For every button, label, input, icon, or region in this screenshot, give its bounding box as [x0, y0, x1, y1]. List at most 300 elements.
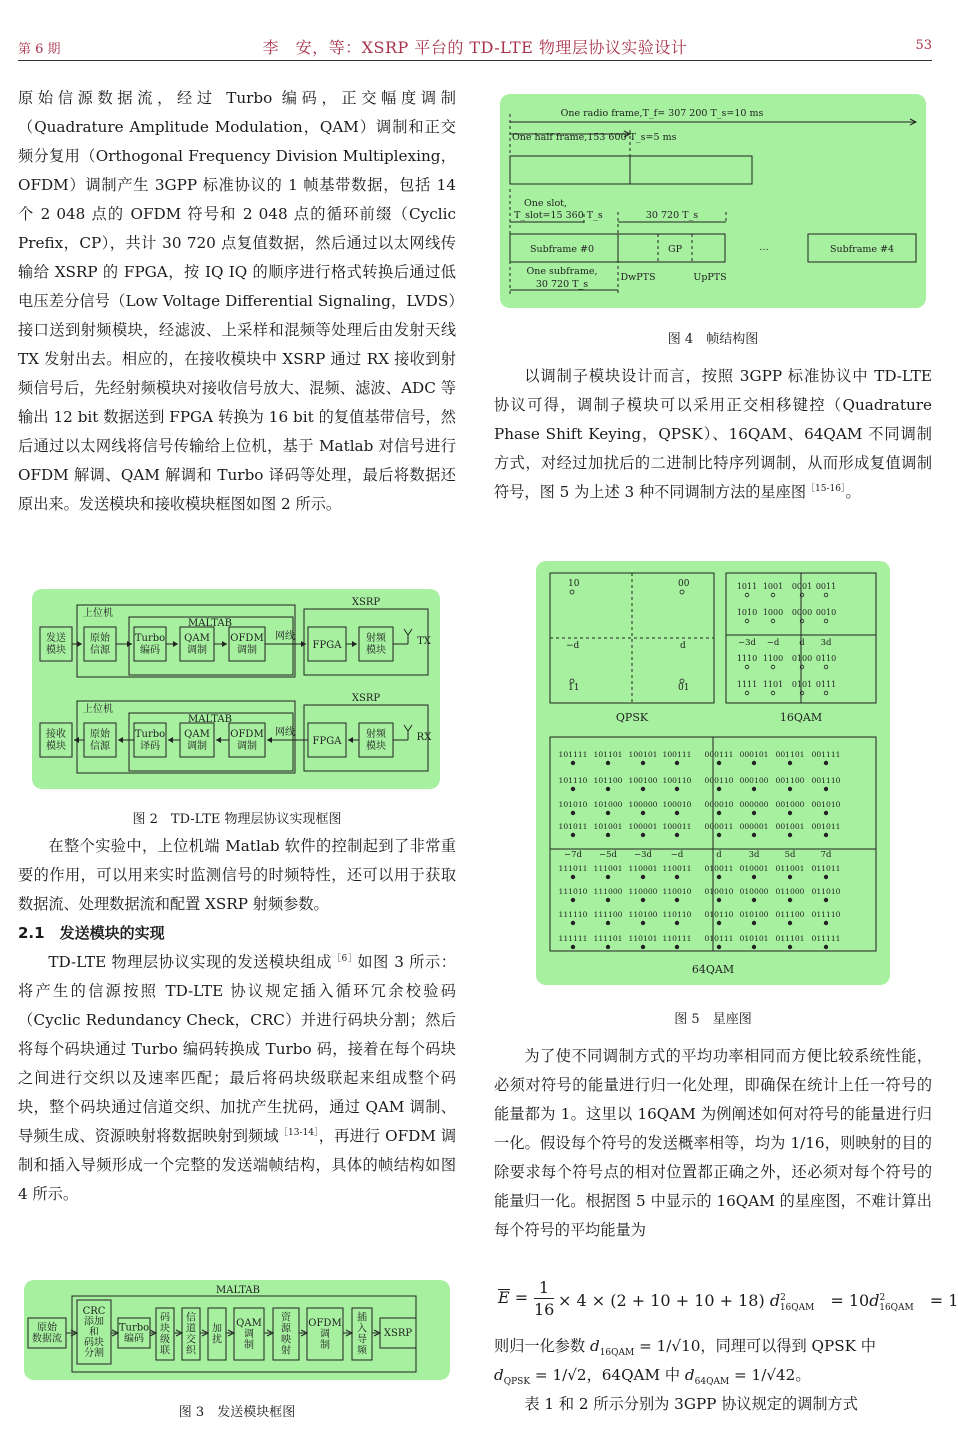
qam64-point-110101 — [641, 945, 645, 949]
tx-block-3-line-0: QAM — [184, 633, 210, 644]
qam16-point-1000 — [771, 619, 775, 623]
qam64-point-101000 — [606, 811, 610, 815]
rx-block-4-line-1: 调制 — [237, 741, 257, 752]
gp-label: GP — [668, 244, 682, 255]
qam64-label-101100: 101100 — [593, 776, 623, 785]
rx-block-1-line-0: 原始 — [90, 729, 110, 740]
qam64-point-110000 — [641, 898, 645, 902]
qam64-point-100100 — [641, 787, 645, 791]
figure-4-caption: 图 4 帧结构图 — [667, 332, 759, 347]
qam64-point-110111 — [675, 945, 679, 949]
qam64-label-110001: 110001 — [628, 864, 658, 873]
figure-2-caption: 图 2 TD-LTE 物理层协议实现框图 — [132, 812, 342, 827]
fig3-block-7-line-2: 映 — [281, 1334, 291, 1346]
tx-block-2-line-1: 编码 — [140, 645, 160, 656]
qpsk-axis-d: d — [680, 641, 686, 651]
qam64-label-000010: 000010 — [704, 800, 734, 809]
eq-fraction — [534, 1278, 554, 1321]
slot-label-1: One slot, — [524, 198, 568, 209]
qam64-point-101100 — [606, 787, 610, 791]
tx-host-label: 上位机 — [83, 608, 113, 619]
qam64-title: 64QAM — [691, 963, 735, 976]
left-column-bottom — [18, 832, 456, 1209]
qam16-label-0000: 0000 — [791, 608, 813, 617]
qam64-point-111101 — [606, 945, 610, 949]
qam64-label-110111: 110111 — [662, 934, 692, 943]
citation-15-16: ［15-16］ — [806, 484, 846, 494]
fig3-block-4-line-2: 交 — [186, 1334, 196, 1346]
qam64-label-001010: 001010 — [811, 800, 841, 809]
qam64-point-001101 — [788, 761, 792, 765]
fig3-block-1-line-4: 分割 — [84, 1348, 104, 1359]
subframe-0-label: Subframe #0 — [529, 244, 595, 255]
qam64-label-010001: 010001 — [739, 864, 769, 873]
qam64-point-000010 — [717, 811, 721, 815]
qam16-label-0011: 0011 — [815, 582, 837, 591]
qam64-point-100101 — [641, 761, 645, 765]
qam64-label-101111: 101111 — [558, 750, 588, 759]
qam64-label-111001: 111001 — [593, 864, 623, 873]
qpsk-point-10 — [570, 590, 574, 594]
qam64-point-000000 — [752, 811, 756, 815]
qam64-label-001000: 001000 — [775, 800, 805, 809]
qam64-point-100110 — [675, 787, 679, 791]
eq-d1-sub: 16QAM — [779, 1303, 815, 1314]
paragraph-normalization: 为了使不同调制方式的平均功率相同而方便比较系统性能，必须对符号的能量进行归一化处理，即确保在统计上任一符号的能量都为 1。这里以 16QAM 为例阐述如何对符号的能量进行归一化。假设每个符号的发送概率相等，均为 1/16，则映射的目的除要求每个符号点的相对位置都正确之外，还必须对每个符号的能量归一化。根据图 5 中显示的 16QAM 的星座图，不难计算出每个符号的平均能量为 — [494, 1047, 932, 1239]
qam64-point-011111 — [824, 945, 828, 949]
fig3-block-7-line-3: 射 — [281, 1345, 291, 1357]
qam64-point-101110 — [571, 787, 575, 791]
qam64-axis-4: d — [716, 850, 722, 860]
fig3-arrow-2 — [150, 1330, 156, 1336]
fig3-block-10-line-0: XSRP — [383, 1328, 413, 1339]
qam16-label-0101: 0101 — [791, 680, 813, 689]
qam64-label-110000: 110000 — [628, 887, 658, 896]
tx-block-2-line-0: Turbo — [134, 633, 166, 644]
qpsk-point-00 — [680, 590, 684, 594]
qam64-point-111111 — [571, 945, 575, 949]
citation-13-14: ［13-14］ — [278, 1128, 319, 1138]
fig3-block-3-line-1: 块 — [160, 1323, 170, 1335]
qam64-point-011000 — [788, 898, 792, 902]
qam64-point-001111 — [824, 761, 828, 765]
eq-ten: = 10 — [830, 1291, 870, 1310]
qam64-point-000101 — [752, 761, 756, 765]
radio-frame-label: One radio frame,T_f= 307 200 T_s=10 ms — [560, 108, 764, 119]
qam64-label-111101: 111101 — [593, 934, 623, 943]
tx-text-b: 如图 3 所示：将产生的信源按照 TD-LTE 协议规定插入循环冗余校验码（Cyclic Redundancy Check，CRC）并进行码块分割；然后将每个码块通过 Turbo 编码转换成 Turbo 码，接着在每个码块之间进行交织以及速率匹配；最后将码块级联起来组成整个码块，整个码块通过信道交织、加扰产生扰码，通过 QAM 调制、导频生成、资源映射将数据映射到频域 — [18, 953, 456, 1145]
qam64-axis-1: −5d — [599, 850, 617, 860]
qam64-point-101001 — [606, 833, 610, 837]
qam16-point-1111 — [745, 691, 749, 695]
qam64-point-011110 — [824, 921, 828, 925]
rx-fpga-label: FPGA — [312, 736, 342, 747]
qam64-label-011001: 011001 — [775, 864, 805, 873]
fig3-block-4-line-1: 道 — [186, 1323, 196, 1335]
qam64-point-001011 — [824, 833, 828, 837]
qam64-point-110010 — [675, 898, 679, 902]
rx-block-0-line-1: 模块 — [46, 741, 66, 752]
fig3-block-9-line-3: 频 — [357, 1345, 367, 1357]
page-number: 53 — [915, 38, 932, 53]
qam64-label-000001: 000001 — [739, 822, 769, 831]
tx-block-0-line-0: 发送 — [46, 633, 66, 644]
qam64-label-101101: 101101 — [593, 750, 623, 759]
paragraph-norm-param-2: $d_{QPSK} = 1/√2$，64QAM 中 $d_{64QAM} = 1/√42$。 — [494, 1366, 811, 1388]
qpsk-label-11: 11 — [568, 683, 580, 693]
tx-rf-block-line-0: 射频 — [366, 633, 386, 644]
qam64-point-000110 — [717, 787, 721, 791]
qam64-label-010101: 010101 — [739, 934, 769, 943]
fig3-arrow-3 — [174, 1330, 182, 1336]
qam64-axis-5: 3d — [748, 850, 760, 860]
qam16-label-1011: 1011 — [736, 582, 758, 591]
qam64-point-101111 — [571, 761, 575, 765]
qam16-label-1010: 1010 — [736, 608, 758, 617]
qam64-label-100011: 100011 — [662, 822, 692, 831]
rx-block-3-line-0: QAM — [184, 729, 210, 740]
qam64-label-101010: 101010 — [558, 800, 588, 809]
paragraph-modulation — [494, 362, 932, 507]
qam64-label-010100: 010100 — [739, 910, 769, 919]
fig3-block-0-line-0: 原始 — [37, 1322, 57, 1334]
qam64-label-001110: 001110 — [811, 776, 841, 785]
qam64-axis-2: −3d — [634, 850, 652, 860]
fig3-block-3-line-3: 联 — [160, 1345, 170, 1357]
qam64-point-010000 — [752, 898, 756, 902]
qam64-point-111011 — [571, 875, 575, 879]
qam64-label-001001: 001001 — [775, 822, 805, 831]
qam64-point-001110 — [824, 787, 828, 791]
qam64-point-101011 — [571, 833, 575, 837]
qam64-point-000001 — [752, 833, 756, 837]
paragraph-table-intro: 表 1 和 2 所示分别为 3GPP 协议规定的调制方式 — [524, 1395, 858, 1413]
qam16-axis-3: 3d — [820, 638, 832, 648]
qam64-point-010111 — [717, 945, 721, 949]
qam64-point-110011 — [675, 875, 679, 879]
rx-block-0-line-0: 接收 — [46, 729, 66, 740]
qam64-axis-7: 7d — [820, 850, 832, 860]
qam64-point-110100 — [641, 921, 645, 925]
qam64-point-111110 — [571, 921, 575, 925]
qam64-label-100100: 100100 — [628, 776, 658, 785]
qam64-point-100111 — [675, 761, 679, 765]
qam64-label-011110: 011110 — [811, 910, 841, 919]
ellipsis-label: … — [759, 242, 769, 253]
qam64-point-000011 — [717, 833, 721, 837]
fig3-block-4-line-0: 信 — [186, 1312, 196, 1324]
qpsk-title: QPSK — [615, 711, 649, 724]
qam64-point-100000 — [641, 811, 645, 815]
tx-fpga-label: FPGA — [312, 640, 342, 651]
qam64-point-110001 — [641, 875, 645, 879]
qam64-label-111011: 111011 — [558, 864, 588, 873]
eq-frac-den: 16 — [534, 1300, 555, 1319]
qam64-label-000011: 000011 — [704, 822, 734, 831]
qam16-point-1110 — [745, 665, 749, 669]
fig3-block-7-line-0: 资 — [281, 1312, 291, 1324]
fig3-block-2-line-0: Turbo — [118, 1322, 150, 1334]
t30720-label: 30 720 T_s — [645, 210, 699, 221]
qam64-label-010011: 010011 — [704, 864, 734, 873]
eq-one: = 1 — [929, 1291, 958, 1310]
rx-matlab-label: MALTAB — [188, 714, 232, 725]
qam64-label-001100: 001100 — [775, 776, 805, 785]
qam64-label-011010: 011010 — [811, 887, 841, 896]
qam16-point-1001 — [771, 593, 775, 597]
qam64-point-111001 — [606, 875, 610, 879]
qam64-label-001011: 001011 — [811, 822, 841, 831]
qam64-point-101010 — [571, 811, 575, 815]
eq-d2: d — [869, 1291, 880, 1310]
qam64-label-010010: 010010 — [704, 887, 734, 896]
eq-e-symbol: E = — [498, 1288, 529, 1307]
qam64-label-010110: 010110 — [704, 910, 734, 919]
qam64-label-000000: 000000 — [739, 800, 769, 809]
qam64-point-011101 — [788, 945, 792, 949]
qam16-point-1100 — [771, 665, 775, 669]
qam64-label-101001: 101001 — [593, 822, 623, 831]
qam16-label-0100: 0100 — [791, 654, 813, 663]
figure-2 — [32, 589, 440, 789]
qam16-point-0110 — [824, 665, 828, 669]
qam64-point-011100 — [788, 921, 792, 925]
paragraph-matlab-control: 在整个实验中，上位机端 Matlab 软件的控制起到了非常重要的作用，可以用来实时监测信号的时频特性，还可以用于获取数据流、处理数据流和配置 XSRP 射频参数。 — [18, 837, 456, 913]
sub-qpsk: QPSK — [503, 1377, 531, 1388]
right-column-top — [494, 362, 932, 507]
tx-block-0-line-1: 模块 — [46, 645, 66, 656]
eq-mid: × 4 × (2 + 10 + 10 + 18) — [558, 1291, 765, 1310]
qam64-point-011010 — [824, 898, 828, 902]
tx-text-c: ，再进行 OFDM 调制和插入导频形成一个完整的发送端帧结构，具体的帧结构如图 4 所示。 — [18, 1127, 457, 1203]
tx-rf-block-line-1: 模块 — [366, 645, 386, 656]
qam64-point-111010 — [571, 898, 575, 902]
qam64-point-101101 — [606, 761, 610, 765]
rx-wire-label: 网线 — [275, 727, 295, 738]
fig3-block-8-line-1: 调 — [320, 1329, 330, 1340]
fig3-block-9-line-0: 插 — [357, 1312, 367, 1324]
qam16-label-1101: 1101 — [762, 680, 784, 689]
qam64-label-110010: 110010 — [662, 887, 692, 896]
one-subframe-label-1: One subframe, — [526, 266, 598, 277]
qam64-label-000110: 000110 — [704, 776, 734, 785]
qam64-label-111010: 111010 — [558, 887, 588, 896]
fig3-block-4-line-3: 织 — [186, 1345, 196, 1357]
qam64-point-100001 — [641, 833, 645, 837]
qam64-label-101011: 101011 — [558, 822, 588, 831]
figure-3 — [24, 1280, 450, 1380]
figure-3-caption: 图 3 发送模块框图 — [178, 1405, 296, 1420]
qam64-point-010001 — [752, 875, 756, 879]
fig3-block-7-line-1: 源 — [281, 1323, 291, 1335]
qam64-label-110101: 110101 — [628, 934, 658, 943]
tx-block-3-line-1: 调制 — [187, 645, 207, 656]
tx-xsrp-label: XSRP — [351, 597, 381, 608]
subframe-4-label: Subframe #4 — [829, 244, 895, 255]
qam64-label-010111: 010111 — [704, 934, 734, 943]
figure-5-caption: 图 5 星座图 — [674, 1012, 752, 1027]
fig3-block-9-line-1: 入 — [357, 1323, 367, 1335]
fig3-block-1-line-1: 添加 — [84, 1316, 104, 1328]
qam64-label-100001: 100001 — [628, 822, 658, 831]
norm-text-c: = 1/√2，64QAM 中 — [534, 1366, 681, 1384]
qam16-label-1000: 1000 — [762, 608, 784, 617]
qam16-label-0010: 0010 — [815, 608, 837, 617]
qam64-label-001111: 001111 — [811, 750, 841, 759]
qpsk-axis-neg-d: −d — [566, 641, 580, 651]
qam64-label-111100: 111100 — [593, 910, 623, 919]
fig3-arrow-4 — [200, 1330, 208, 1336]
qam64-label-100000: 100000 — [628, 800, 658, 809]
qam16-label-1100: 1100 — [762, 654, 784, 663]
qam64-axis-0: −7d — [564, 850, 582, 860]
qam16-label-1001: 1001 — [762, 582, 784, 591]
average-energy-equation — [494, 1278, 958, 1324]
qpsk-label-10: 10 — [568, 579, 580, 589]
figure-2-diagram — [32, 589, 440, 789]
tx-wire-label: 网线 — [275, 631, 295, 642]
qam64-label-101000: 101000 — [593, 800, 623, 809]
fig3-block-8-line-0: OFDM — [308, 1318, 342, 1329]
norm-text-d: = 1/√42。 — [734, 1366, 811, 1384]
qam64-label-100101: 100101 — [628, 750, 658, 759]
qam64-label-000111: 000111 — [704, 750, 734, 759]
qam64-point-011001 — [788, 875, 792, 879]
figure-3-diagram — [24, 1280, 450, 1380]
qam64-label-110100: 110100 — [628, 910, 658, 919]
qam16-label-0110: 0110 — [815, 654, 837, 663]
qam64-point-001100 — [788, 787, 792, 791]
norm-text-a: 则归一化参数 — [494, 1337, 586, 1355]
figure-4 — [500, 94, 926, 308]
fig3-block-1-line-3: 码块 — [84, 1337, 104, 1349]
qam64-label-010000: 010000 — [739, 887, 769, 896]
half-frame-label: One half frame,153 600 T_s=5 ms — [512, 132, 677, 143]
qam16-label-1110: 1110 — [736, 654, 758, 663]
tx-matlab-label: MALTAB — [188, 618, 232, 629]
qam16-label-1111: 1111 — [736, 680, 758, 689]
rx-block-2-line-1: 译码 — [140, 741, 160, 752]
paragraph-norm-param: 则归一化参数 $d_{16QAM} = 1/√10$，同理可以得到 QPSK 中 — [494, 1337, 876, 1359]
qam64-point-111000 — [606, 898, 610, 902]
fig3-block-5-line-0: 加 — [212, 1323, 222, 1335]
qam64-label-001101: 001101 — [775, 750, 805, 759]
fig3-block-8-line-2: 制 — [320, 1340, 330, 1351]
rx-block-3-line-1: 调制 — [187, 741, 207, 752]
qam64-label-101110: 101110 — [558, 776, 588, 785]
rx-block-1-line-1: 信源 — [90, 741, 110, 752]
dwpts-label: DwPTS — [620, 272, 656, 283]
modulation-text-end: 。 — [845, 483, 861, 501]
qam64-point-110110 — [675, 921, 679, 925]
fig3-arrow-1 — [111, 1330, 118, 1336]
tx-text-a: TD-LTE 物理层协议实现的发送模块组成 — [48, 953, 332, 971]
issue-number: 第 6 期 — [18, 42, 61, 57]
right-column-bottom — [494, 1042, 932, 1245]
eq-e-bar: E — [498, 1288, 510, 1307]
qam64-label-110011: 110011 — [662, 864, 692, 873]
fig3-block-1-line-0: CRC — [82, 1306, 106, 1317]
qam64-label-011100: 011100 — [775, 910, 805, 919]
qam64-label-111000: 111000 — [593, 887, 623, 896]
qam16-point-0010 — [824, 619, 828, 623]
fig3-block-5-line-1: 扰 — [212, 1334, 222, 1346]
section-heading-2-1: 2.1 发送模块的实现 — [18, 924, 165, 942]
qpsk-label-00: 00 — [678, 579, 690, 589]
fig3-arrow-9 — [372, 1330, 380, 1336]
rx-block-2-line-0: Turbo — [134, 729, 166, 740]
qam64-label-011111: 011111 — [811, 934, 841, 943]
qam16-title: 16QAM — [779, 711, 823, 724]
qam16-point-1101 — [771, 691, 775, 695]
qam64-point-000100 — [752, 787, 756, 791]
qam64-label-111110: 111110 — [558, 910, 588, 919]
rx-rf-block-line-1: 模块 — [366, 741, 386, 752]
sub-16qam: 16QAM — [599, 1348, 635, 1359]
citation-6: ［6］ — [331, 954, 358, 964]
qam64-point-010110 — [717, 921, 721, 925]
qam64-label-000101: 000101 — [739, 750, 769, 759]
qam64-label-011101: 011101 — [775, 934, 805, 943]
qam64-point-010100 — [752, 921, 756, 925]
qam16-point-0111 — [824, 691, 828, 695]
norm-text-b: = 1/√10，同理可以得到 QPSK 中 — [639, 1337, 876, 1355]
tx-block-4-line-0: OFDM — [230, 633, 264, 644]
qam64-point-100011 — [675, 833, 679, 837]
fig3-block-3-line-0: 码 — [160, 1312, 170, 1324]
fig3-block-6-line-0: QAM — [236, 1318, 262, 1329]
rx-host-label: 上位机 — [83, 704, 113, 715]
rx-xsrp-label: XSRP — [351, 693, 381, 704]
qam64-point-001010 — [824, 811, 828, 815]
qam64-label-110110: 110110 — [662, 910, 692, 919]
rx-block-4-line-0: OFDM — [230, 729, 264, 740]
qam64-axis-6: 5d — [784, 850, 796, 860]
qpsk-label-01: 01 — [678, 683, 690, 693]
right-column-final — [494, 1332, 932, 1419]
fig3-block-6-line-1: 调 — [244, 1329, 254, 1340]
paragraph-system-flow: 原始信源数据流，经过 Turbo 编码，正交幅度调制（Quadrature Amplitude Modulation，QAM）调制和正交频分复用（Orthogonal Frequency Division Multiplexing，OFDM）调制产生 3GPP 标准协议的 1 帧基带数据，包括 14 个 2 048 点的 OFDM 符号和 2 048 点的循环前缀（Cyclic Prefix，CP），共计 30 720 点复值数据，然后通过以太网线传输给 XSRP 的 FPGA，按 IQ IQ 的顺序进行格式转换后通过低电压差分信号（Low Voltage Differential Signaling，LVDS）接口送到射频模块，经滤波、上采样和混频等处理后由发射天线 TX 发射出去。相应的，在接收模块中 XSRP 通过 RX 接收到射频信号后，先经射频模块对接收信号放大、混频、滤波、ADC 等输出 12 bit 数据送到 FPGA 转换为 16 bit 的复值基带信号，然后通过以太网线将信号传输给上位机，基于 Matlab 对信号进行 OFDM 解调、QAM 解调和 Turbo 译码等处理，最后将数据还原出来。发送模块和接收模块框图如图 2 所示。 — [18, 89, 456, 513]
fig3-arrow-5 — [226, 1330, 234, 1336]
qam64-axis-3: −d — [670, 850, 684, 860]
fig3-arrow-8 — [343, 1330, 352, 1336]
eq-d2-sub: 16QAM — [879, 1303, 914, 1314]
qam64-label-000100: 000100 — [739, 776, 769, 785]
qam64-label-100010: 100010 — [662, 800, 692, 809]
eq-rest: × 4 × (2 + 10 + 10 + 18) $d^2_{16QAM}$ = $10d^2_{16QAM}$ = 1 — [558, 1291, 958, 1314]
rx-rf-block-line-0: 射频 — [366, 729, 386, 740]
tx-block-4-line-1: 调制 — [237, 645, 257, 656]
qam16-point-0011 — [824, 593, 828, 597]
fig3-block-3-line-2: 级 — [160, 1334, 170, 1346]
figure-5 — [536, 561, 890, 985]
qam16-point-1010 — [745, 619, 749, 623]
tx-antenna-label: TX — [417, 636, 431, 647]
paragraph-tx-module — [18, 948, 456, 1209]
running-header — [18, 34, 932, 61]
sub-64qam: 64QAM — [694, 1377, 730, 1388]
qam64-point-001000 — [788, 811, 792, 815]
fig3-arrow-6 — [264, 1330, 273, 1336]
fig3-block-1-line-2: 和 — [89, 1327, 99, 1338]
fig3-block-0-line-1: 数据流 — [32, 1333, 62, 1345]
qam64-label-011000: 011000 — [775, 887, 805, 896]
fig3-block-6-line-2: 制 — [244, 1340, 254, 1351]
qam64-label-100111: 100111 — [662, 750, 692, 759]
slot-label-2: T_slot=15 360 T_s — [514, 210, 603, 221]
fig3-block-9-line-2: 导 — [357, 1334, 367, 1346]
fig3-matlab-label: MALTAB — [216, 1285, 260, 1296]
